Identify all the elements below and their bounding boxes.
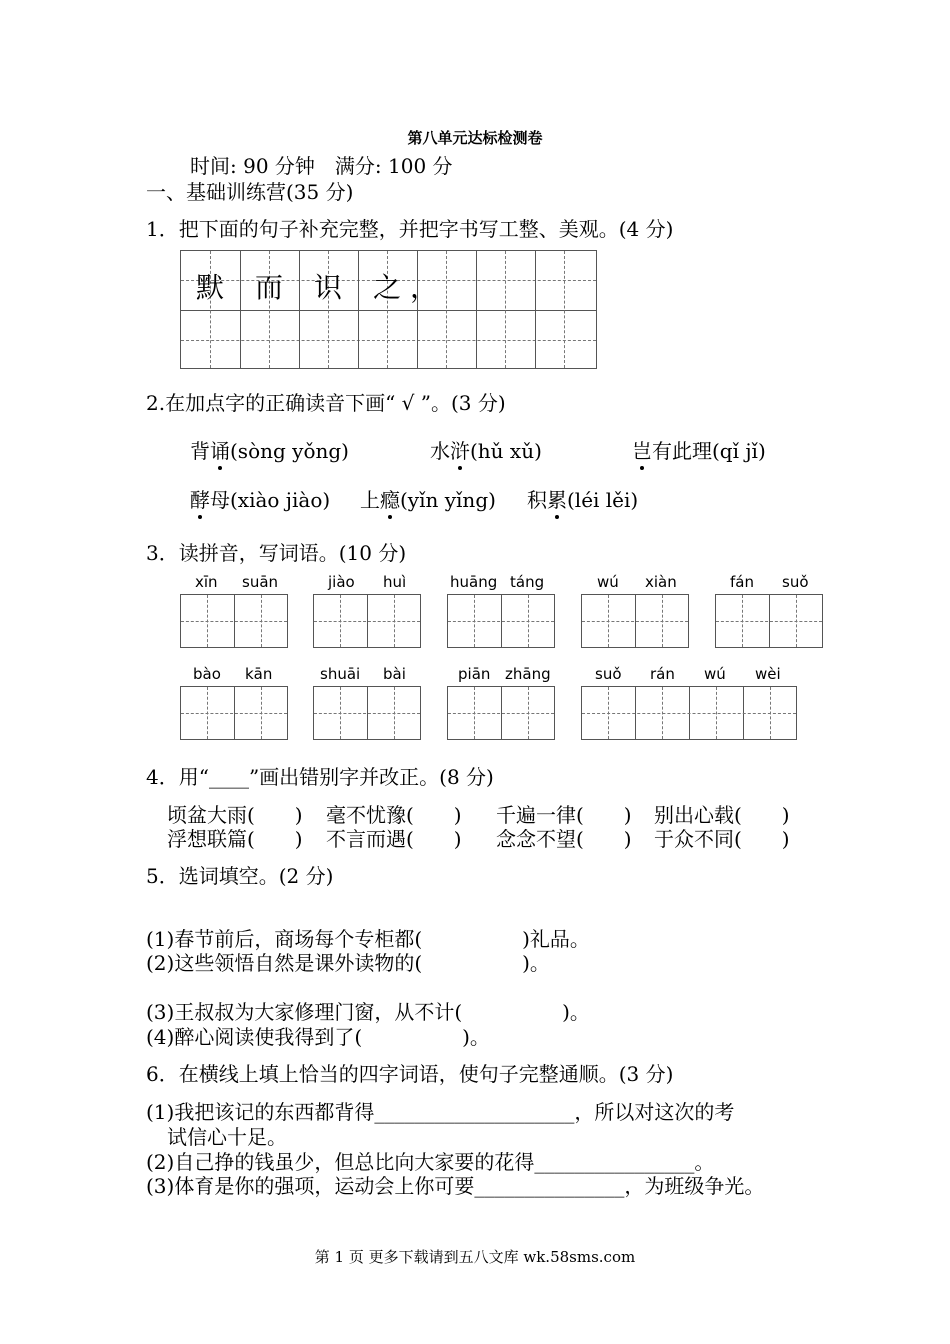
q2-item: 背诵(sòng yǒng) bbox=[190, 435, 349, 464]
pinyin-writing-grid bbox=[447, 594, 555, 648]
q6-line: (1)我把该记的东西都背得____________________，所以对这次的考 bbox=[146, 1100, 735, 1124]
q4-item: 千遍一律( ) bbox=[496, 803, 632, 827]
grid-char: 默 bbox=[195, 271, 224, 304]
pinyin-label: xiàn bbox=[645, 573, 677, 591]
q5-prompt: 5．选词填空。(2 分) bbox=[146, 864, 334, 888]
pinyin-label: huì bbox=[383, 573, 407, 591]
q4-item: 别出心载( ) bbox=[654, 803, 790, 827]
q2-item: 酵母(xiào jiào) bbox=[190, 484, 330, 513]
pinyin-label: wú bbox=[704, 665, 726, 683]
q5-line: (4)醉心阅读使我得到了( )。 bbox=[146, 1025, 490, 1049]
pinyin-writing-grid bbox=[581, 594, 689, 648]
q2-item: 积累(léi lěi) bbox=[527, 484, 638, 513]
pinyin-label: rán bbox=[650, 665, 675, 683]
pinyin-label: suǒ bbox=[782, 573, 809, 591]
page-footer: 第 1 页 更多下载请到五八文库 wk.58sms.com bbox=[314, 1248, 636, 1266]
q2-item: 上瘾(yǐn yǐng) bbox=[360, 484, 496, 513]
q1-writing-grid bbox=[180, 250, 597, 369]
pinyin-label: piān bbox=[458, 665, 491, 683]
pinyin-writing-grid bbox=[180, 594, 288, 648]
pinyin-label: shuāi bbox=[320, 665, 361, 683]
q5-line: (2)这些领悟自然是课外读物的( )。 bbox=[146, 951, 550, 975]
grid-char: ， bbox=[409, 271, 438, 304]
q4-item: 浮想联篇( ) bbox=[167, 827, 303, 851]
pinyin-label: zhāng bbox=[505, 665, 551, 683]
pinyin-label: bài bbox=[383, 665, 406, 683]
pinyin-writing-grid bbox=[447, 686, 555, 740]
pinyin-label: huāng bbox=[450, 573, 498, 591]
section-heading: 一、基础训练营(35 分) bbox=[146, 180, 354, 204]
q1-prompt: 1．把下面的句子补充完整，并把字书写工整、美观。(4 分) bbox=[146, 217, 674, 241]
document-title: 第八单元达标检测卷 bbox=[407, 129, 543, 147]
pinyin-label: suān bbox=[242, 573, 279, 591]
q6-line: (2)自己挣的钱虽少，但总比向大家要的花得________________。 bbox=[146, 1150, 715, 1174]
q3-prompt: 3．读拼音，写词语。(10 分) bbox=[146, 541, 407, 565]
pinyin-label: bào bbox=[193, 665, 221, 683]
pinyin-label: fán bbox=[730, 573, 754, 591]
q4-item: 念念不望( ) bbox=[496, 827, 632, 851]
pinyin-label: suǒ bbox=[595, 665, 622, 683]
q6-prompt: 6．在横线上填上恰当的四字词语，使句子完整通顺。(3 分) bbox=[146, 1062, 674, 1086]
pinyin-label: táng bbox=[510, 573, 545, 591]
pinyin-writing-grid bbox=[313, 594, 421, 648]
grid-char: 而 bbox=[254, 271, 283, 304]
q5-line: (3)王叔叔为大家修理门窗，从不计( )。 bbox=[146, 1000, 590, 1024]
pinyin-writing-grid bbox=[313, 686, 421, 740]
pinyin-writing-grid bbox=[581, 686, 797, 740]
q4-item: 毫不忧豫( ) bbox=[326, 803, 462, 827]
pinyin-writing-grid bbox=[180, 686, 288, 740]
q4-item: 不言而遇( ) bbox=[326, 827, 462, 851]
q4-prompt: 4．用“____”画出错别字并改正。(8 分) bbox=[146, 765, 494, 789]
pinyin-label: wèi bbox=[755, 665, 781, 683]
q4-item: 顷盆大雨( ) bbox=[167, 803, 303, 827]
grid-char: 之 bbox=[372, 271, 401, 304]
time-and-score: 时间: 90 分钟 满分: 100 分 bbox=[190, 154, 453, 178]
pinyin-label: xīn bbox=[195, 573, 218, 591]
pinyin-label: jiào bbox=[328, 573, 355, 591]
q6-line: (3)体育是你的强项，运动会上你可要_______________，为班级争光。 bbox=[146, 1174, 765, 1198]
q5-line: (1)春节前后，商场每个专柜都( )礼品。 bbox=[146, 927, 590, 951]
q2-prompt: 2.在加点字的正确读音下画“ √ ”。(3 分) bbox=[146, 391, 506, 415]
q2-item: 水浒(hǔ xǔ) bbox=[430, 435, 542, 464]
q4-item: 于众不同( ) bbox=[654, 827, 790, 851]
pinyin-writing-grid bbox=[715, 594, 823, 648]
pinyin-label: kān bbox=[245, 665, 273, 683]
q2-item: 岂有此理(qǐ jǐ) bbox=[632, 435, 766, 464]
grid-char: 识 bbox=[313, 271, 342, 304]
q6-line: 试信心十足。 bbox=[167, 1125, 287, 1149]
pinyin-label: wú bbox=[597, 573, 619, 591]
